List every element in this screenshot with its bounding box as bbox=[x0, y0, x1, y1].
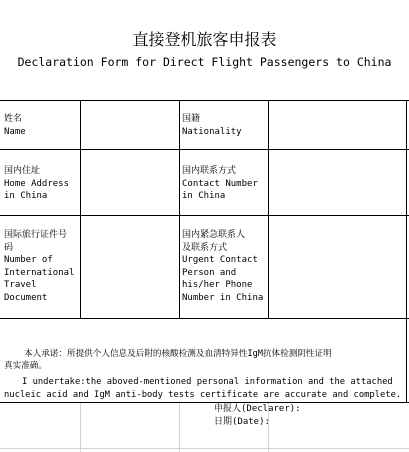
form-title-english: Declaration Form for Direct Flight Passengers to China bbox=[17, 55, 392, 69]
nationality-label bbox=[182, 113, 242, 138]
urgent-contact-label-en-2: Person and bbox=[182, 267, 237, 278]
table-row-divider-3 bbox=[0, 318, 409, 319]
home-address-label bbox=[4, 165, 69, 203]
table-border-right bbox=[406, 100, 407, 403]
travel-document-value-cell[interactable] bbox=[81, 216, 179, 318]
pledge-zh-line-1: 本人承诺：所提供个人信息及后附的核酸检测及血清特异性IgM抗体检测阴性证明 bbox=[24, 349, 332, 359]
travel-document-label-zh-2: 码 bbox=[4, 242, 14, 253]
urgent-contact-label-zh-1: 国内紧急联系人 bbox=[182, 230, 246, 240]
travel-document-label-en-3: Travel bbox=[4, 280, 37, 290]
home-address-label-en-1: Home Address bbox=[4, 178, 70, 189]
contact-number-value-cell[interactable] bbox=[269, 150, 406, 215]
home-address-label-zh: 国内住址 bbox=[4, 166, 41, 176]
contact-number-label-en-2: in China bbox=[182, 191, 226, 201]
pledge-en-line-2: nucleic acid and IgM anti-body tests certificate are accurate and complete. bbox=[4, 390, 402, 400]
contact-number-label-en-1: Contact Number bbox=[182, 178, 258, 189]
nationality-label-en: Nationality bbox=[182, 126, 242, 137]
home-address-value-cell[interactable] bbox=[81, 150, 179, 215]
sheet-gridline-bottom bbox=[0, 448, 409, 449]
name-label bbox=[4, 113, 26, 138]
home-address-label-en-2: in China bbox=[4, 191, 48, 201]
sheet-gridline-col-1 bbox=[80, 403, 81, 452]
urgent-contact-label bbox=[182, 229, 263, 304]
date-label: 日期(Date): bbox=[214, 417, 270, 427]
pledge-zh-line-2: 真实准确。 bbox=[4, 361, 47, 371]
urgent-contact-value-cell[interactable] bbox=[269, 216, 406, 318]
nationality-label-zh: 国籍 bbox=[182, 114, 201, 124]
contact-number-label bbox=[182, 165, 258, 203]
urgent-contact-label-zh-2: 及联系方式 bbox=[182, 242, 228, 253]
name-label-en: Name bbox=[4, 126, 26, 137]
table-border-bottom bbox=[0, 402, 409, 403]
urgent-contact-label-en-1: Urgent Contact bbox=[182, 255, 258, 265]
urgent-contact-label-en-4: Number in China bbox=[182, 292, 264, 303]
pledge-en-line-1: I undertake:the aboved-mentioned personal information and the attached bbox=[22, 377, 393, 387]
nationality-value-cell[interactable] bbox=[269, 101, 406, 149]
travel-document-label-en-1: Number of bbox=[4, 255, 53, 265]
contact-number-label-zh: 国内联系方式 bbox=[182, 166, 237, 176]
travel-document-label bbox=[4, 229, 74, 304]
sheet-gridline-col-2 bbox=[179, 403, 180, 452]
name-label-zh: 姓名 bbox=[4, 114, 23, 124]
travel-document-label-en-4: Document bbox=[4, 292, 48, 303]
table-col-divider-2 bbox=[179, 100, 180, 319]
name-value-cell[interactable] bbox=[81, 101, 179, 149]
declarer-label: 申报人(Declarer): bbox=[214, 404, 301, 414]
travel-document-label-zh-1: 国际旅行证件号 bbox=[4, 230, 68, 240]
urgent-contact-label-en-3: his/her Phone bbox=[182, 280, 253, 290]
travel-document-label-en-2: International bbox=[4, 267, 75, 278]
form-title-chinese: 直接登机旅客申报表 bbox=[132, 30, 277, 49]
